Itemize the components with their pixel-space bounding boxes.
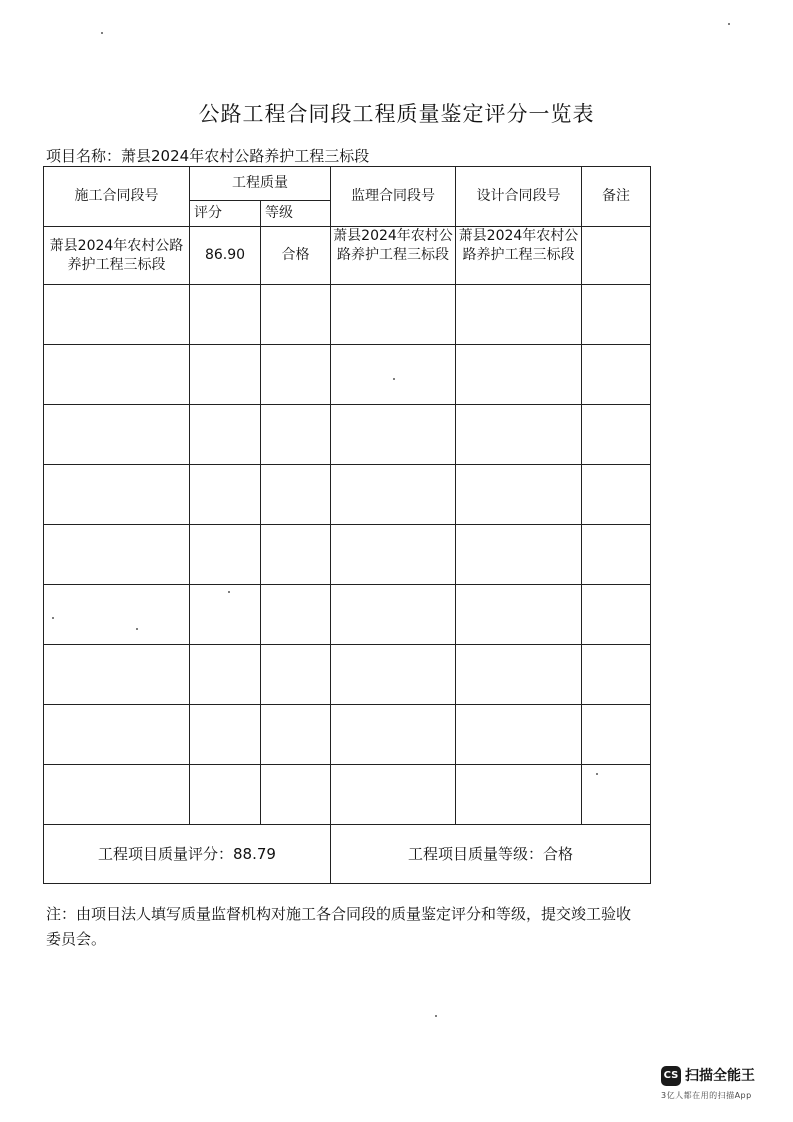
cell-grade: 合格 bbox=[261, 227, 331, 285]
blank-row bbox=[44, 765, 651, 825]
header-design: 设计合同段号 bbox=[456, 167, 582, 227]
cell-score: 86.90 bbox=[190, 227, 261, 285]
header-remarks: 备注 bbox=[582, 167, 651, 227]
header-quality: 工程质量 bbox=[190, 167, 331, 201]
summary-grade: 工程项目质量等级：合格 bbox=[331, 825, 651, 884]
cell-construction: 萧县2024年农村公路养护工程三标段 bbox=[44, 227, 190, 285]
quality-table bbox=[43, 166, 651, 884]
header-construction: 施工合同段号 bbox=[44, 167, 190, 227]
blank-row bbox=[44, 585, 651, 645]
scanner-watermark bbox=[661, 1064, 771, 1104]
scan-speck bbox=[728, 23, 730, 25]
project-name-line bbox=[46, 145, 369, 166]
project-label: 项目名称： bbox=[46, 147, 122, 165]
watermark-app-name: 扫描全能王 bbox=[685, 1068, 755, 1084]
cell-design: 萧县2024年农村公路养护工程三标段 bbox=[456, 227, 582, 285]
blank-row bbox=[44, 705, 651, 765]
header-supervision: 监理合同段号 bbox=[331, 167, 456, 227]
table-row bbox=[44, 227, 651, 285]
summary-score: 工程项目质量评分：88.79 bbox=[44, 825, 331, 884]
header-score: 评分 bbox=[190, 201, 261, 227]
blank-row bbox=[44, 525, 651, 585]
scan-speck bbox=[596, 773, 598, 775]
blank-row bbox=[44, 285, 651, 345]
watermark-tagline: 3亿人都在用的扫描App bbox=[661, 1091, 752, 1100]
footnote: 注：由项目法人填写质量监督机构对施工各合同段的质量鉴定评分和等级，提交竣工验收委员会。 bbox=[46, 905, 632, 948]
blank-row bbox=[44, 645, 651, 705]
summary-row bbox=[44, 825, 651, 884]
cs-logo-icon: CS bbox=[661, 1066, 681, 1086]
scan-speck bbox=[101, 32, 103, 34]
scan-speck bbox=[435, 1015, 437, 1017]
scan-speck bbox=[136, 628, 138, 630]
project-name: 萧县2024年农村公路养护工程三标段 bbox=[121, 147, 370, 165]
cell-supervision: 萧县2024年农村公路养护工程三标段 bbox=[331, 227, 456, 285]
page-title: 公路工程合同段工程质量鉴定评分一览表 bbox=[198, 102, 595, 126]
blank-row bbox=[44, 465, 651, 525]
blank-row bbox=[44, 405, 651, 465]
scan-speck bbox=[393, 378, 395, 380]
cell-remarks bbox=[582, 227, 651, 285]
blank-row bbox=[44, 345, 651, 405]
scan-speck bbox=[228, 591, 230, 593]
scan-speck bbox=[52, 617, 54, 619]
header-grade: 等级 bbox=[261, 201, 331, 227]
